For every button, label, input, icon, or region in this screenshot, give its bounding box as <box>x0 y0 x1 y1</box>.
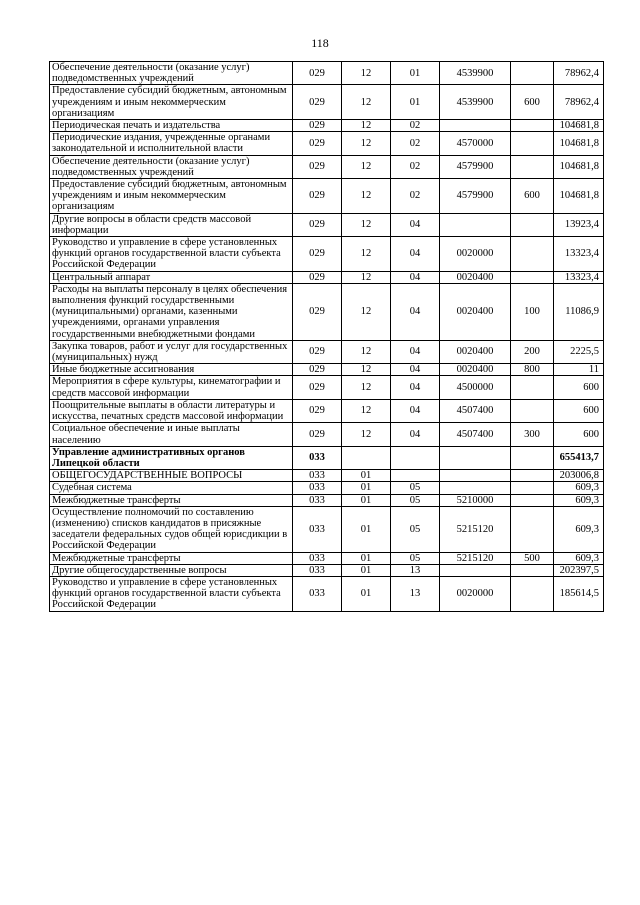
amount: 600 <box>554 376 604 399</box>
target-article-code <box>440 482 511 494</box>
row-name: Поощрительные выплаты в области литературы и искусства, печатных средств массовой информации <box>50 399 293 422</box>
target-article-code: 0020000 <box>440 237 511 272</box>
expense-kind-code <box>511 470 554 482</box>
subsection-code: 04 <box>391 213 440 236</box>
row-name: Другие вопросы в области средств массовой информации <box>50 213 293 236</box>
row-name: Обеспечение деятельности (оказание услуг) подведомственных учреждений <box>50 62 293 85</box>
ministry-code: 029 <box>293 179 342 214</box>
row-name: Расходы на выплаты персоналу в целях обеспечения выполнения функций государственными (муниципальными) органами, казенными учреждениями, органами управления государственными внебюджетными фондами <box>50 283 293 340</box>
row-name: Руководство и управление в сфере установленных функций органов государственной власти субъекта Российской Федерации <box>50 576 293 611</box>
target-article-code: 5215120 <box>440 506 511 552</box>
expense-kind-code: 800 <box>511 364 554 376</box>
amount: 104681,8 <box>554 132 604 155</box>
section-code: 12 <box>342 179 391 214</box>
ministry-code: 033 <box>293 576 342 611</box>
ministry-code: 029 <box>293 399 342 422</box>
amount: 104681,8 <box>554 179 604 214</box>
target-article-code: 4539900 <box>440 85 511 120</box>
subsection-code: 02 <box>391 132 440 155</box>
expense-kind-code: 200 <box>511 340 554 363</box>
expense-kind-code <box>511 506 554 552</box>
amount: 78962,4 <box>554 85 604 120</box>
section-code: 12 <box>342 271 391 283</box>
expense-kind-code <box>511 120 554 132</box>
subsection-code: 04 <box>391 283 440 340</box>
target-article-code: 0020400 <box>440 364 511 376</box>
amount: 609,3 <box>554 494 604 506</box>
amount: 11 <box>554 364 604 376</box>
subsection-code: 01 <box>391 62 440 85</box>
ministry-code: 029 <box>293 237 342 272</box>
target-article-code: 4570000 <box>440 132 511 155</box>
amount: 78962,4 <box>554 62 604 85</box>
subsection-code: 04 <box>391 237 440 272</box>
ministry-code: 029 <box>293 340 342 363</box>
row-name: Периодическая печать и издательства <box>50 120 293 132</box>
ministry-code: 029 <box>293 120 342 132</box>
ministry-code: 033 <box>293 494 342 506</box>
subsection-code: 02 <box>391 179 440 214</box>
row-name: Управление административных органов Липецкой области <box>50 446 293 469</box>
ministry-code: 033 <box>293 564 342 576</box>
subsection-code: 05 <box>391 552 440 564</box>
table-row <box>50 564 604 576</box>
table-row <box>50 62 604 85</box>
ministry-code: 033 <box>293 446 342 469</box>
amount: 13323,4 <box>554 271 604 283</box>
ministry-code: 029 <box>293 376 342 399</box>
expense-kind-code <box>511 482 554 494</box>
table-row <box>50 340 604 363</box>
ministry-code: 029 <box>293 423 342 446</box>
row-name: Предоставление субсидий бюджетным, автономным учреждениям и иным некоммерческим организациям <box>50 179 293 214</box>
table-row <box>50 155 604 178</box>
expense-kind-code <box>511 564 554 576</box>
row-name: Мероприятия в сфере культуры, кинематографии и средств массовой информации <box>50 376 293 399</box>
section-code: 01 <box>342 506 391 552</box>
row-name: Предоставление субсидий бюджетным, автономным учреждениям и иным некоммерческим организациям <box>50 85 293 120</box>
ministry-code: 029 <box>293 213 342 236</box>
amount: 609,3 <box>554 506 604 552</box>
amount: 609,3 <box>554 482 604 494</box>
row-name: Закупка товаров, работ и услуг для государственных (муниципальных) нужд <box>50 340 293 363</box>
target-article-code: 0020400 <box>440 283 511 340</box>
subsection-code: 04 <box>391 364 440 376</box>
expense-kind-code <box>511 399 554 422</box>
target-article-code <box>440 446 511 469</box>
subsection-code <box>391 446 440 469</box>
row-name: Обеспечение деятельности (оказание услуг) подведомственных учреждений <box>50 155 293 178</box>
table-row <box>50 494 604 506</box>
ministry-code: 029 <box>293 271 342 283</box>
section-code: 01 <box>342 482 391 494</box>
target-article-code: 4507400 <box>440 423 511 446</box>
expense-kind-code: 600 <box>511 85 554 120</box>
expense-kind-code <box>511 237 554 272</box>
amount: 600 <box>554 423 604 446</box>
ministry-code: 029 <box>293 283 342 340</box>
amount: 202397,5 <box>554 564 604 576</box>
table-row <box>50 132 604 155</box>
subsection-code: 04 <box>391 376 440 399</box>
section-code: 12 <box>342 340 391 363</box>
section-code: 12 <box>342 155 391 178</box>
section-code: 12 <box>342 132 391 155</box>
budget-table <box>49 61 604 612</box>
section-code: 12 <box>342 213 391 236</box>
section-code: 12 <box>342 399 391 422</box>
section-code: 12 <box>342 364 391 376</box>
target-article-code <box>440 564 511 576</box>
amount: 11086,9 <box>554 283 604 340</box>
subsection-code: 05 <box>391 482 440 494</box>
subsection-code: 04 <box>391 399 440 422</box>
row-name: ОБЩЕГОСУДАРСТВЕННЫЕ ВОПРОСЫ <box>50 470 293 482</box>
table-row <box>50 213 604 236</box>
target-article-code: 4579900 <box>440 155 511 178</box>
expense-kind-code <box>511 271 554 283</box>
expense-kind-code <box>511 446 554 469</box>
amount: 609,3 <box>554 552 604 564</box>
section-code: 12 <box>342 85 391 120</box>
target-article-code: 4579900 <box>440 179 511 214</box>
table-row <box>50 283 604 340</box>
table-row <box>50 376 604 399</box>
expense-kind-code: 100 <box>511 283 554 340</box>
table-row <box>50 120 604 132</box>
table-row <box>50 482 604 494</box>
subsection-code: 01 <box>391 85 440 120</box>
expense-kind-code <box>511 132 554 155</box>
table-row <box>50 506 604 552</box>
table-row <box>50 470 604 482</box>
row-name: Межбюджетные трансферты <box>50 552 293 564</box>
table-row <box>50 576 604 611</box>
subsection-code <box>391 470 440 482</box>
ministry-code: 029 <box>293 85 342 120</box>
ministry-code: 029 <box>293 62 342 85</box>
target-article-code <box>440 213 511 236</box>
ministry-code: 033 <box>293 470 342 482</box>
row-name: Осуществление полномочий по составлению (изменению) списков кандидатов в присяжные заседатели федеральных судов общей юрисдикции в Российской Федерации <box>50 506 293 552</box>
row-name: Судебная система <box>50 482 293 494</box>
target-article-code: 5215120 <box>440 552 511 564</box>
section-code: 01 <box>342 552 391 564</box>
budget-table-body <box>50 62 604 612</box>
table-row <box>50 271 604 283</box>
table-row <box>50 399 604 422</box>
amount: 13323,4 <box>554 237 604 272</box>
row-name: Иные бюджетные ассигнования <box>50 364 293 376</box>
section-code: 01 <box>342 564 391 576</box>
table-row <box>50 423 604 446</box>
target-article-code: 4507400 <box>440 399 511 422</box>
expense-kind-code <box>511 494 554 506</box>
row-name: Межбюджетные трансферты <box>50 494 293 506</box>
amount: 104681,8 <box>554 155 604 178</box>
table-row <box>50 179 604 214</box>
subsection-code: 13 <box>391 564 440 576</box>
row-name: Другие общегосударственные вопросы <box>50 564 293 576</box>
ministry-code: 029 <box>293 132 342 155</box>
ministry-code: 029 <box>293 364 342 376</box>
target-article-code <box>440 470 511 482</box>
subsection-code: 05 <box>391 506 440 552</box>
row-name: Социальное обеспечение и иные выплаты населению <box>50 423 293 446</box>
target-article-code: 0020000 <box>440 576 511 611</box>
ministry-code: 029 <box>293 155 342 178</box>
amount: 2225,5 <box>554 340 604 363</box>
section-code: 12 <box>342 283 391 340</box>
table-row <box>50 85 604 120</box>
subsection-code: 04 <box>391 271 440 283</box>
amount: 655413,7 <box>554 446 604 469</box>
target-article-code: 4539900 <box>440 62 511 85</box>
row-name: Руководство и управление в сфере установленных функций органов государственной власти субъекта Российской Федерации <box>50 237 293 272</box>
expense-kind-code: 600 <box>511 179 554 214</box>
row-name: Центральный аппарат <box>50 271 293 283</box>
amount: 203006,8 <box>554 470 604 482</box>
subsection-code: 02 <box>391 155 440 178</box>
subsection-code: 02 <box>391 120 440 132</box>
section-code <box>342 446 391 469</box>
expense-kind-code <box>511 62 554 85</box>
row-name: Периодические издания, учрежденные органами законодательной и исполнительной власти <box>50 132 293 155</box>
subsection-code: 04 <box>391 423 440 446</box>
ministry-code: 033 <box>293 482 342 494</box>
amount: 185614,5 <box>554 576 604 611</box>
section-code: 12 <box>342 120 391 132</box>
expense-kind-code <box>511 155 554 178</box>
section-code: 01 <box>342 470 391 482</box>
page-number: 118 <box>311 36 329 50</box>
expense-kind-code <box>511 376 554 399</box>
expense-kind-code <box>511 576 554 611</box>
section-code: 01 <box>342 494 391 506</box>
section-code: 12 <box>342 376 391 399</box>
amount: 13923,4 <box>554 213 604 236</box>
table-row <box>50 552 604 564</box>
section-code: 12 <box>342 62 391 85</box>
expense-kind-code <box>511 213 554 236</box>
subsection-code: 04 <box>391 340 440 363</box>
table-row <box>50 446 604 469</box>
subsection-code: 05 <box>391 494 440 506</box>
amount: 600 <box>554 399 604 422</box>
target-article-code: 5210000 <box>440 494 511 506</box>
section-code: 01 <box>342 576 391 611</box>
target-article-code: 4500000 <box>440 376 511 399</box>
section-code: 12 <box>342 237 391 272</box>
section-code: 12 <box>342 423 391 446</box>
target-article-code: 0020400 <box>440 271 511 283</box>
ministry-code: 033 <box>293 552 342 564</box>
expense-kind-code: 500 <box>511 552 554 564</box>
expense-kind-code: 300 <box>511 423 554 446</box>
ministry-code: 033 <box>293 506 342 552</box>
subsection-code: 13 <box>391 576 440 611</box>
amount: 104681,8 <box>554 120 604 132</box>
target-article-code: 0020400 <box>440 340 511 363</box>
table-row <box>50 237 604 272</box>
target-article-code <box>440 120 511 132</box>
table-row <box>50 364 604 376</box>
